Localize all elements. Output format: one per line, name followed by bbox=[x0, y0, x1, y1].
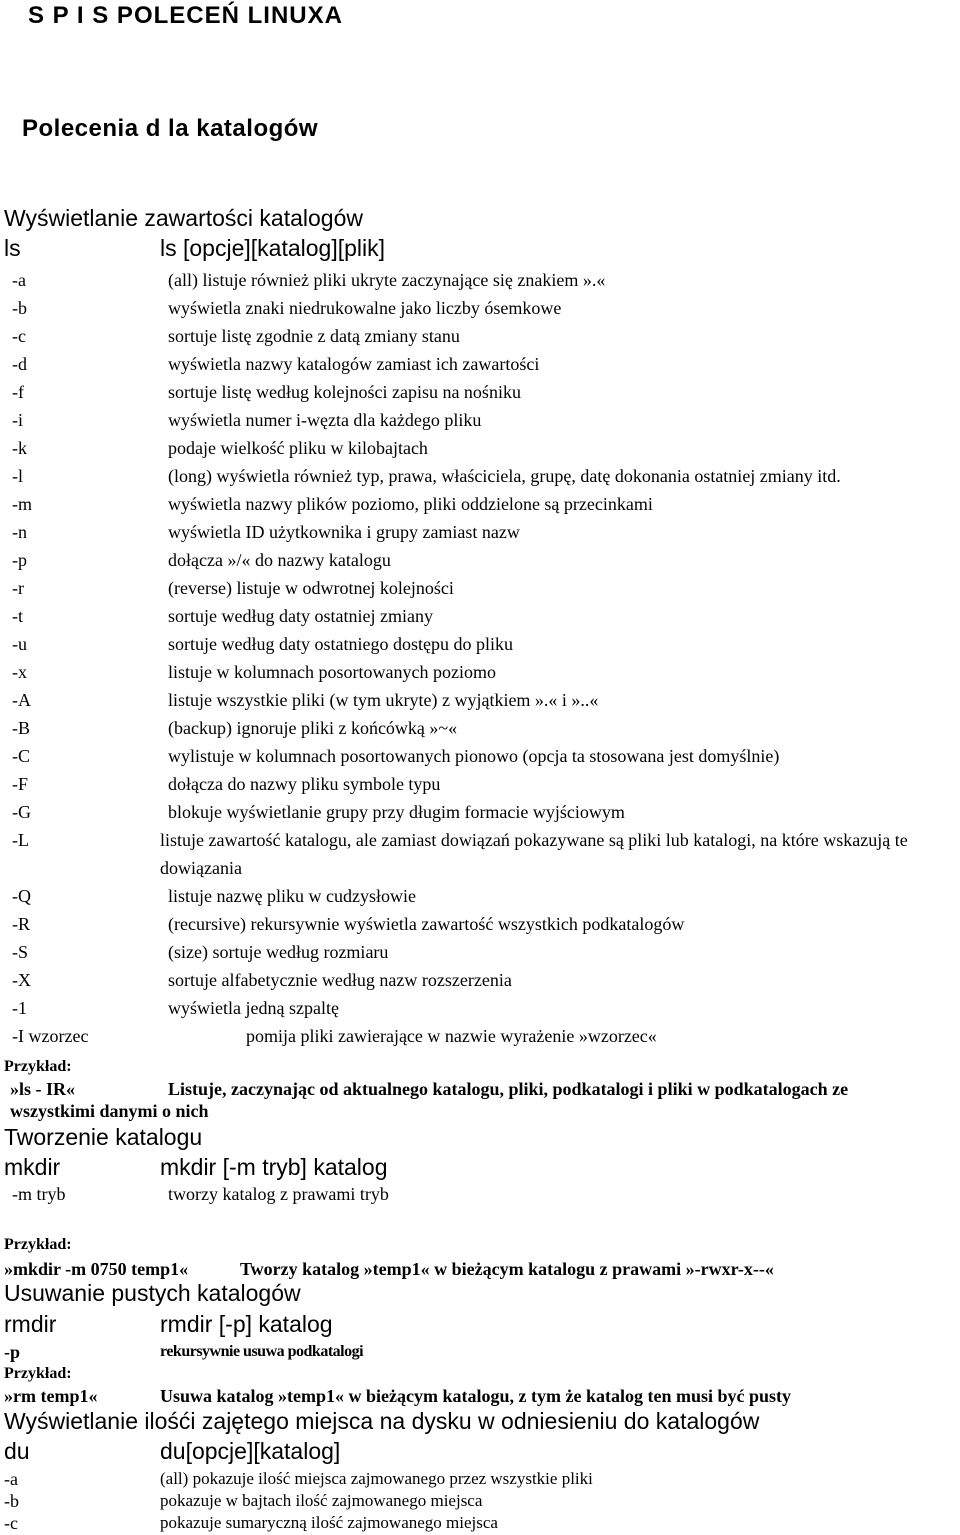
ls-option-description: sortuje według daty ostatniej zmiany bbox=[168, 606, 433, 626]
ls-example-description: Listuje, zaczynając od aktualnego katalogu, pliki, podkatalogi i pliki w podkatalogach ze bbox=[168, 1079, 849, 1099]
ls-option-description: (long) wyświetla również typ, prawa, właściciela, grupę, datę dokonania ostatniej zmiany itd. bbox=[168, 466, 841, 486]
ls-option-description: podaje wielkość pliku w kilobajtach bbox=[168, 438, 428, 458]
ls-option-flag: -r bbox=[12, 578, 24, 598]
ls-option-flag: -l bbox=[12, 466, 23, 486]
ls-option-flag: -X bbox=[12, 970, 31, 990]
ls-option-flag: -a bbox=[12, 270, 26, 290]
ls-option-description-cont: dowiązania bbox=[160, 858, 242, 878]
ls-option-flag: -F bbox=[12, 774, 29, 794]
rmdir-syntax: rmdir [-p] katalog bbox=[160, 1311, 333, 1337]
ls-option-flag: -t bbox=[12, 606, 23, 626]
ls-option-flag: -x bbox=[12, 662, 27, 682]
du-option-description: pokazuje sumaryczną ilość zajmowanego miejsca bbox=[160, 1513, 498, 1532]
rmdir-example-label: Przykład: bbox=[4, 1365, 72, 1382]
ls-option-description: (all) listuje również pliki ukryte zaczynające się znakiem ».« bbox=[168, 270, 606, 290]
ls-option-description: wyświetla ID użytkownika i grupy zamiast nazw bbox=[168, 522, 520, 542]
mkdir-heading: Tworzenie katalogu bbox=[4, 1124, 203, 1150]
du-heading: Wyświetlanie ilośći zajętego miejsca na dysku w odniesieniu do katalogów bbox=[4, 1408, 760, 1434]
ls-option-description: pomija pliki zawierające w nazwie wyrażenie »wzorzec« bbox=[246, 1026, 657, 1046]
ls-option-description: listuje wszystkie pliki (w tym ukryte) z wyjątkiem ».« i »..« bbox=[168, 690, 599, 710]
ls-option-description: wyświetla znaki niedrukowalne jako liczby ósemkowe bbox=[168, 298, 562, 318]
mkdir-syntax: mkdir [-m tryb] katalog bbox=[160, 1154, 388, 1180]
mkdir-example-label: Przykład: bbox=[4, 1236, 72, 1253]
ls-option-description: wylistuje w kolumnach posortowanych pionowo (opcja ta stosowana jest domyślnie) bbox=[168, 746, 780, 766]
ls-option-flag: -R bbox=[12, 914, 30, 934]
rmdir-command: rmdir bbox=[4, 1311, 57, 1337]
du-command: du bbox=[4, 1438, 30, 1464]
mkdir-example-command: »mkdir -m 0750 temp1« bbox=[4, 1259, 189, 1279]
ls-option-flag: -n bbox=[12, 522, 27, 542]
ls-heading: Wyświetlanie zawartości katalogów bbox=[4, 205, 363, 231]
ls-option-flag: -A bbox=[12, 690, 31, 710]
ls-option-flag: -Q bbox=[12, 886, 31, 906]
ls-option-flag: -b bbox=[12, 298, 27, 318]
ls-example-label: Przykład: bbox=[4, 1058, 72, 1075]
ls-syntax: ls [opcje][katalog][plik] bbox=[160, 235, 386, 261]
ls-option-flag: -p bbox=[12, 550, 27, 570]
ls-command: ls bbox=[4, 235, 21, 261]
ls-option-description: dołącza do nazwy pliku symbole typu bbox=[168, 774, 441, 794]
rmdir-option: -p bbox=[4, 1342, 21, 1362]
du-option-flag: -a bbox=[4, 1469, 18, 1489]
ls-option-flag: -k bbox=[12, 438, 27, 458]
ls-option-description: listuje zawartość katalogu, ale zamiast dowiązań pokazywane są pliki lub katalogi, na które wskazują te bbox=[160, 830, 908, 850]
ls-option-description: sortuje listę według kolejności zapisu na nośniku bbox=[168, 382, 521, 402]
ls-option-flag: -I wzorzec bbox=[12, 1026, 89, 1046]
ls-option-description: (reverse) listuje w odwrotnej kolejności bbox=[168, 578, 454, 598]
du-option-description: (all) pokazuje ilość miejsca zajmowanego przez wszystkie pliki bbox=[160, 1469, 593, 1488]
ls-option-description: sortuje listę zgodnie z datą zmiany stanu bbox=[168, 326, 460, 346]
ls-option-flag: -m bbox=[12, 494, 32, 514]
du-syntax: du[opcje][katalog] bbox=[160, 1438, 341, 1464]
ls-example-description-cont: wszystkimi danymi o nich bbox=[10, 1101, 209, 1121]
ls-option-description: sortuje alfabetycznie według nazw rozszerzenia bbox=[168, 970, 512, 990]
ls-option-description: listuje w kolumnach posortowanych poziomo bbox=[168, 662, 496, 682]
ls-option-flag: -S bbox=[12, 942, 29, 962]
ls-option-flag: -u bbox=[12, 634, 27, 654]
mkdir-command: mkdir bbox=[4, 1154, 61, 1180]
mkdir-option: -m tryb bbox=[12, 1184, 66, 1204]
du-option-description: pokazuje w bajtach ilość zajmowanego miejsca bbox=[160, 1491, 483, 1510]
ls-option-description: wyświetla nazwy katalogów zamiast ich zawartości bbox=[168, 354, 540, 374]
ls-option-flag: -B bbox=[12, 718, 30, 738]
ls-option-flag: -C bbox=[12, 746, 30, 766]
mkdir-example-description: Tworzy katalog »temp1« w bieżącym katalogu z prawami »-rwxr-x--« bbox=[240, 1259, 774, 1279]
mkdir-option-desc: tworzy katalog z prawami tryb bbox=[168, 1184, 389, 1204]
ls-option-description: blokuje wyświetlanie grupy przy długim formacie wyjściowym bbox=[168, 802, 625, 822]
ls-option-flag: -d bbox=[12, 354, 27, 374]
document-title: S P I S POLECEŃ LINUXA bbox=[28, 2, 343, 29]
ls-option-description: (recursive) rekursywnie wyświetla zawartość wszystkich podkatalogów bbox=[168, 914, 685, 934]
ls-option-flag: -1 bbox=[12, 998, 27, 1018]
ls-option-description: sortuje według daty ostatniego dostępu do pliku bbox=[168, 634, 513, 654]
ls-example-command: »ls - IR« bbox=[10, 1079, 76, 1099]
rmdir-heading: Usuwanie pustych katalogów bbox=[4, 1280, 301, 1306]
du-option-flag: -b bbox=[4, 1491, 19, 1511]
ls-option-description: wyświetla numer i-węzta dla każdego pliku bbox=[168, 410, 482, 430]
rmdir-option-desc: rekursywnie usuwa podkatalogi bbox=[160, 1343, 364, 1360]
ls-option-flag: -f bbox=[12, 382, 24, 402]
ls-option-flag: -i bbox=[12, 410, 23, 430]
ls-option-description: (size) sortuje według rozmiaru bbox=[168, 942, 389, 962]
rmdir-example-command: »rm temp1« bbox=[4, 1386, 98, 1406]
ls-option-description: listuje nazwę pliku w cudzysłowie bbox=[168, 886, 416, 906]
ls-option-description: wyświetla nazwy plików poziomo, pliki oddzielone są przecinkami bbox=[168, 494, 653, 514]
section-subtitle: Polecenia d la katalogów bbox=[22, 115, 319, 142]
ls-option-description: dołącza »/« do nazwy katalogu bbox=[168, 550, 391, 570]
ls-option-description: (backup) ignoruje pliki z końcówką »~« bbox=[168, 718, 458, 738]
ls-option-flag: -G bbox=[12, 802, 31, 822]
rmdir-example-description: Usuwa katalog »temp1« w bieżącym katalogu, z tym że katalog ten musi być pusty bbox=[160, 1386, 791, 1406]
ls-option-flag: -c bbox=[12, 326, 26, 346]
ls-option-flag: -L bbox=[12, 830, 29, 850]
du-option-flag: -c bbox=[4, 1513, 18, 1533]
ls-option-description: wyświetla jedną szpaltę bbox=[168, 998, 339, 1018]
